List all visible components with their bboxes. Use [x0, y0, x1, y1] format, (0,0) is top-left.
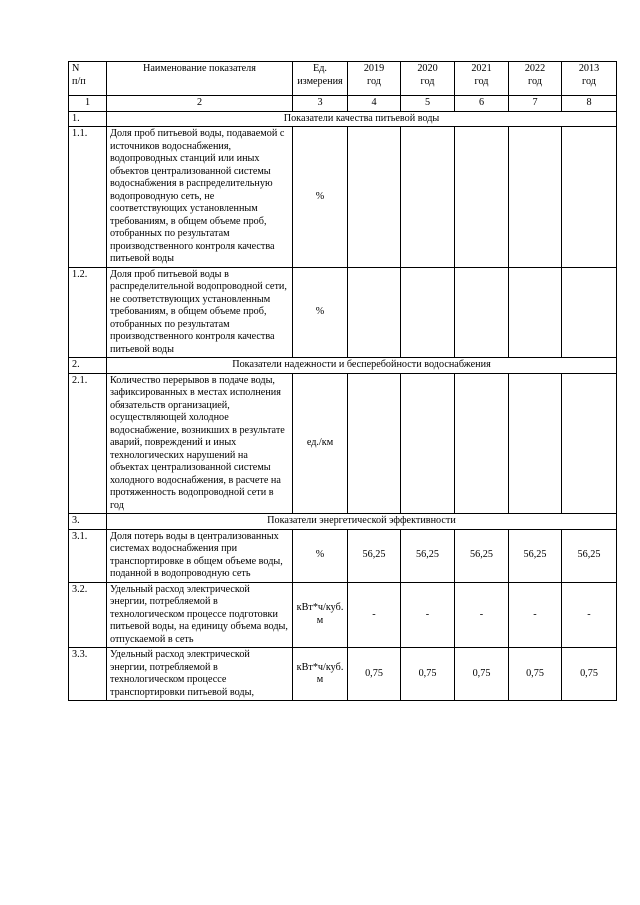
- row-indicator-name: Удельный расход электрической энергии, потребляемой в технологическом процессе транспортировки питьевой воды,: [107, 648, 293, 701]
- section-row: [69, 111, 617, 127]
- row-value: 56,25: [509, 529, 562, 582]
- section-number: 2.: [69, 358, 107, 374]
- row-indicator-name: Доля проб питьевой воды в распределительной водопроводной сети, не соответствующих установленным требованиям, в общем объеме проб, отобранных по результатам производственного контроля качества питьевой воды: [107, 267, 293, 358]
- col-number: 1: [69, 96, 107, 112]
- header-row: [69, 62, 617, 96]
- row-value: [401, 127, 455, 268]
- row-unit: %: [293, 127, 348, 268]
- col-number: 4: [348, 96, 401, 112]
- header-unit: Ед. измерения: [293, 62, 348, 96]
- row-value: [348, 127, 401, 268]
- row-value: -: [455, 582, 509, 648]
- row-value: 0,75: [562, 648, 617, 701]
- header-num: N п/п: [69, 62, 107, 96]
- row-value: -: [562, 582, 617, 648]
- table-row: [69, 373, 617, 514]
- row-value: 56,25: [562, 529, 617, 582]
- row-value: 0,75: [348, 648, 401, 701]
- row-value: 56,25: [401, 529, 455, 582]
- row-value: [562, 127, 617, 268]
- row-unit: ед./км: [293, 373, 348, 514]
- table-row: [69, 127, 617, 268]
- row-value: 0,75: [509, 648, 562, 701]
- col-number: 2: [107, 96, 293, 112]
- row-indicator-name: Доля потерь воды в централизованных системах водоснабжения при транспортировке в общем объеме воды, поданной в водопроводную сеть: [107, 529, 293, 582]
- section-title: Показатели энергетической эффективности: [107, 514, 617, 530]
- row-value: [455, 267, 509, 358]
- section-number: 1.: [69, 111, 107, 127]
- row-number: 3.2.: [69, 582, 107, 648]
- row-number: 1.1.: [69, 127, 107, 268]
- section-title: Показатели надежности и бесперебойности водоснабжения: [107, 358, 617, 374]
- row-value: [455, 127, 509, 268]
- table-row: [69, 529, 617, 582]
- row-value: [562, 267, 617, 358]
- section-row: [69, 358, 617, 374]
- indicators-table: [68, 61, 617, 701]
- col-number: 7: [509, 96, 562, 112]
- row-unit: %: [293, 267, 348, 358]
- row-value: [509, 373, 562, 514]
- col-number: 3: [293, 96, 348, 112]
- header-year-2022: 2022 год: [509, 62, 562, 96]
- row-unit: кВт*ч/куб. м: [293, 648, 348, 701]
- row-unit: %: [293, 529, 348, 582]
- header-year-2019: 2019 год: [348, 62, 401, 96]
- table-row: [69, 267, 617, 358]
- row-value: -: [348, 582, 401, 648]
- section-number: 3.: [69, 514, 107, 530]
- section-title: Показатели качества питьевой воды: [107, 111, 617, 127]
- row-value: [509, 267, 562, 358]
- row-value: 0,75: [455, 648, 509, 701]
- row-value: [348, 267, 401, 358]
- header-year-2013: 2013 год: [562, 62, 617, 96]
- row-value: -: [509, 582, 562, 648]
- section-row: [69, 514, 617, 530]
- table-row: [69, 648, 617, 701]
- row-value: [562, 373, 617, 514]
- header-name: Наименование показателя: [107, 62, 293, 96]
- row-value: -: [401, 582, 455, 648]
- table-row: [69, 582, 617, 648]
- row-number: 2.1.: [69, 373, 107, 514]
- row-unit: кВт*ч/куб. м: [293, 582, 348, 648]
- row-value: 56,25: [455, 529, 509, 582]
- row-indicator-name: Удельный расход электрической энергии, потребляемой в технологическом процессе подготовки питьевой воды, на единицу объема воды, отпускаемой в сеть: [107, 582, 293, 648]
- row-value: 56,25: [348, 529, 401, 582]
- col-number: 6: [455, 96, 509, 112]
- row-number: 3.3.: [69, 648, 107, 701]
- col-number: 5: [401, 96, 455, 112]
- row-indicator-name: Доля проб питьевой воды, подаваемой с источников водоснабжения, водопроводных станций или иных объектов централизованной системы водоснабжения в распределительную водопроводную сеть, не соответствующих установленным требованиям, в общем объеме проб, отобранных по результатам производственного контроля качества питьевой воды: [107, 127, 293, 268]
- header-year-2021: 2021 год: [455, 62, 509, 96]
- row-value: [455, 373, 509, 514]
- row-number: 3.1.: [69, 529, 107, 582]
- row-number: 1.2.: [69, 267, 107, 358]
- row-value: 0,75: [401, 648, 455, 701]
- row-indicator-name: Количество перерывов в подаче воды, зафиксированных в местах исполнения обязательств организацией, осуществляющей холодное водоснабжение, возникших в результате аварий, повреждений и иных технологических нарушений на объектах централизованной системы холодного водоснабжения, в расчете на протяженность водопроводной сети в год: [107, 373, 293, 514]
- row-value: [348, 373, 401, 514]
- row-value: [401, 267, 455, 358]
- row-value: [401, 373, 455, 514]
- row-value: [509, 127, 562, 268]
- column-numbers-row: [69, 96, 617, 112]
- col-number: 8: [562, 96, 617, 112]
- header-year-2020: 2020 год: [401, 62, 455, 96]
